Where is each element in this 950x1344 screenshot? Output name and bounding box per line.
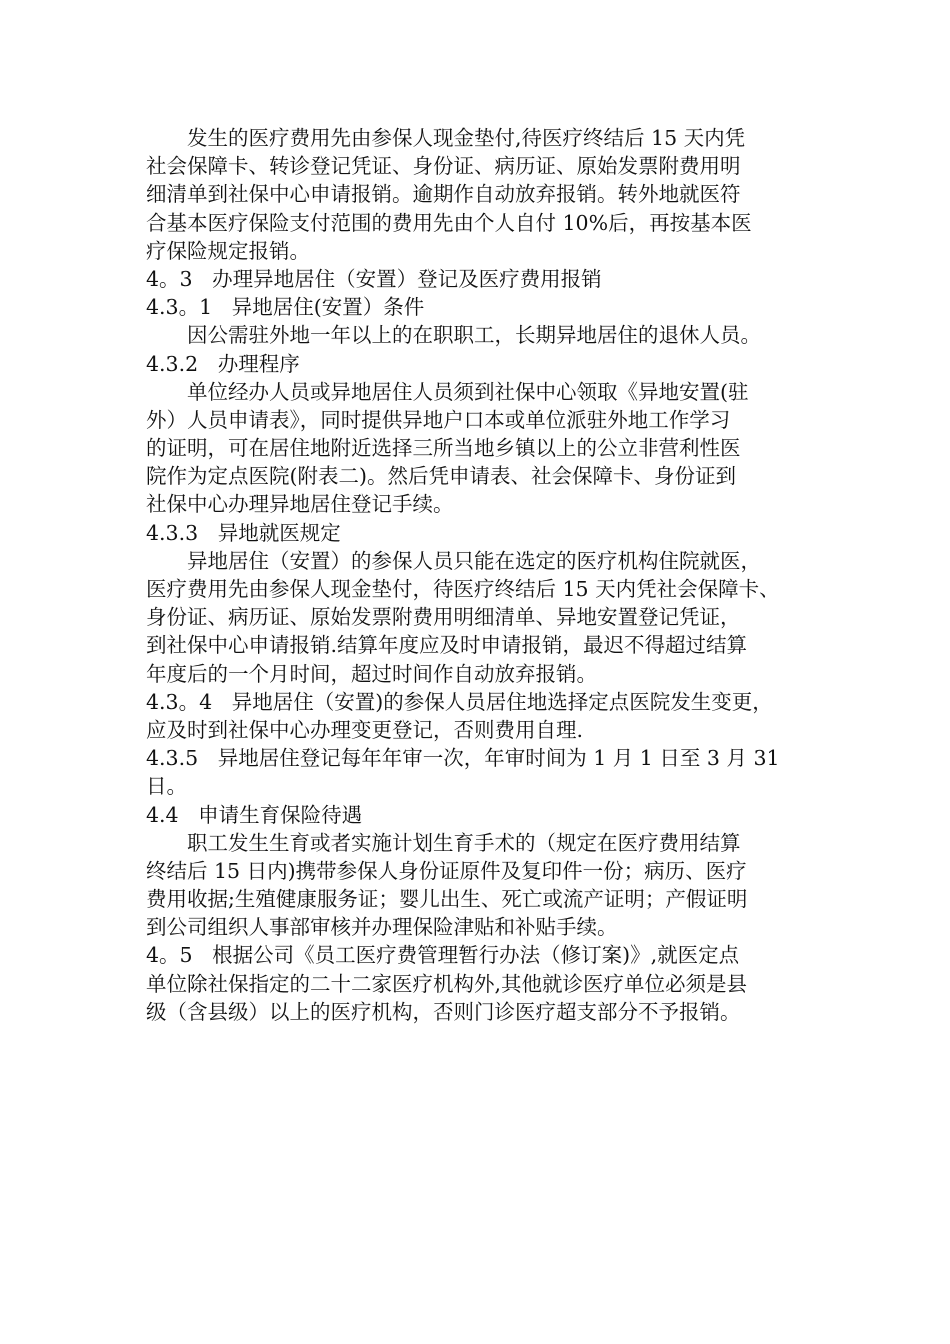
text-line: 发生的医疗费用先由参保人现金垫付,待医疗终结后 15 天内凭 xyxy=(187,126,746,150)
text-line: 异地居住（安置）的参保人员只能在选定的医疗机构住院就医， xyxy=(187,548,761,573)
text-line: 单位经办人员或异地居住人员须到社保中心领取《异地安置(驻 xyxy=(187,379,749,404)
text-line: 细清单到社保中心申请报销。逾期作自动放弃报销。转外地就医符 xyxy=(146,182,741,207)
text-line: 单位除社保指定的二十二家医疗机构外,其他就诊医疗单位必须是县 xyxy=(146,971,748,996)
document-body xyxy=(146,124,822,1026)
text-line: 外）人员申请表》，同时提供异地户口本或单位派驻外地工作学习 xyxy=(146,407,731,432)
text-line: 到社保中心申请报销.结算年度应及时申请报销，最迟不得超过结算 xyxy=(146,633,748,658)
text-line: 疗保险规定报销。 xyxy=(146,238,310,263)
text-line: 职工发生生育或者实施计划生育手术的（规定在医疗费用结算 xyxy=(187,830,741,855)
text-line: 的证明，可在居住地附近选择三所当地乡镇以上的公立非营利性医 xyxy=(146,436,741,461)
text-line: 4.3.2 办理程序 xyxy=(146,351,300,376)
text-line: 年度后的一个月时间，超过时间作自动放弃报销。 xyxy=(146,661,597,686)
text-line: 级（含县级）以上的医疗机构，否则门诊医疗超支部分不予报销。 xyxy=(146,999,741,1024)
text-line: 4.3。1 异地居住(安置）条件 xyxy=(146,295,425,320)
text-line: 应及时到社保中心办理变更登记，否则费用自理. xyxy=(146,717,584,742)
text-line: 4.4 申请生育保险待遇 xyxy=(146,802,363,827)
text-line: 4.3。4 异地居住（安置)的参保人员居住地选择定点医院发生变更， xyxy=(146,689,773,714)
text-line: 到公司组织人事部审核并办理保险津贴和补贴手续。 xyxy=(146,915,618,940)
text-line: 日。 xyxy=(146,774,187,799)
text-line: 医疗费用先由参保人现金垫付，待医疗终结后 15 天内凭社会保障卡、 xyxy=(146,577,780,601)
text-line: 4.3.5 异地居住登记每年年审一次，年审时间为 1 月 1 日至 3 月 31 xyxy=(146,746,780,771)
text-line: 费用收据;生殖健康服务证；婴儿出生、死亡或流产证明；产假证明 xyxy=(146,887,748,912)
text-line: 社保中心办理异地居住登记手续。 xyxy=(146,492,454,517)
text-line: 社会保障卡、转诊登记凭证、身份证、病历证、原始发票附费用明 xyxy=(146,154,741,179)
text-line: 4.3.3 异地就医规定 xyxy=(146,520,341,545)
text-line: 4。5 根据公司《员工医疗费管理暂行办法（修订案)》,就医定点 xyxy=(146,943,740,968)
text-line: 4。3 办理异地居住（安置）登记及医疗费用报销 xyxy=(146,266,602,291)
text-line: 因公需驻外地一年以上的在职职工，长期异地居住的退休人员。 xyxy=(187,323,761,348)
text-line: 身份证、病历证、原始发票附费用明细清单、异地安置登记凭证， xyxy=(146,605,741,630)
text-line: 合基本医疗保险支付范围的费用先由个人自付 10%后，再按基本医 xyxy=(146,210,752,235)
text-line: 终结后 15 日内)携带参保人身份证原件及复印件一份；病历、医疗 xyxy=(146,858,747,883)
text-line: 院作为定点医院(附表二)。然后凭申请表、社会保障卡、身份证到 xyxy=(146,464,736,489)
